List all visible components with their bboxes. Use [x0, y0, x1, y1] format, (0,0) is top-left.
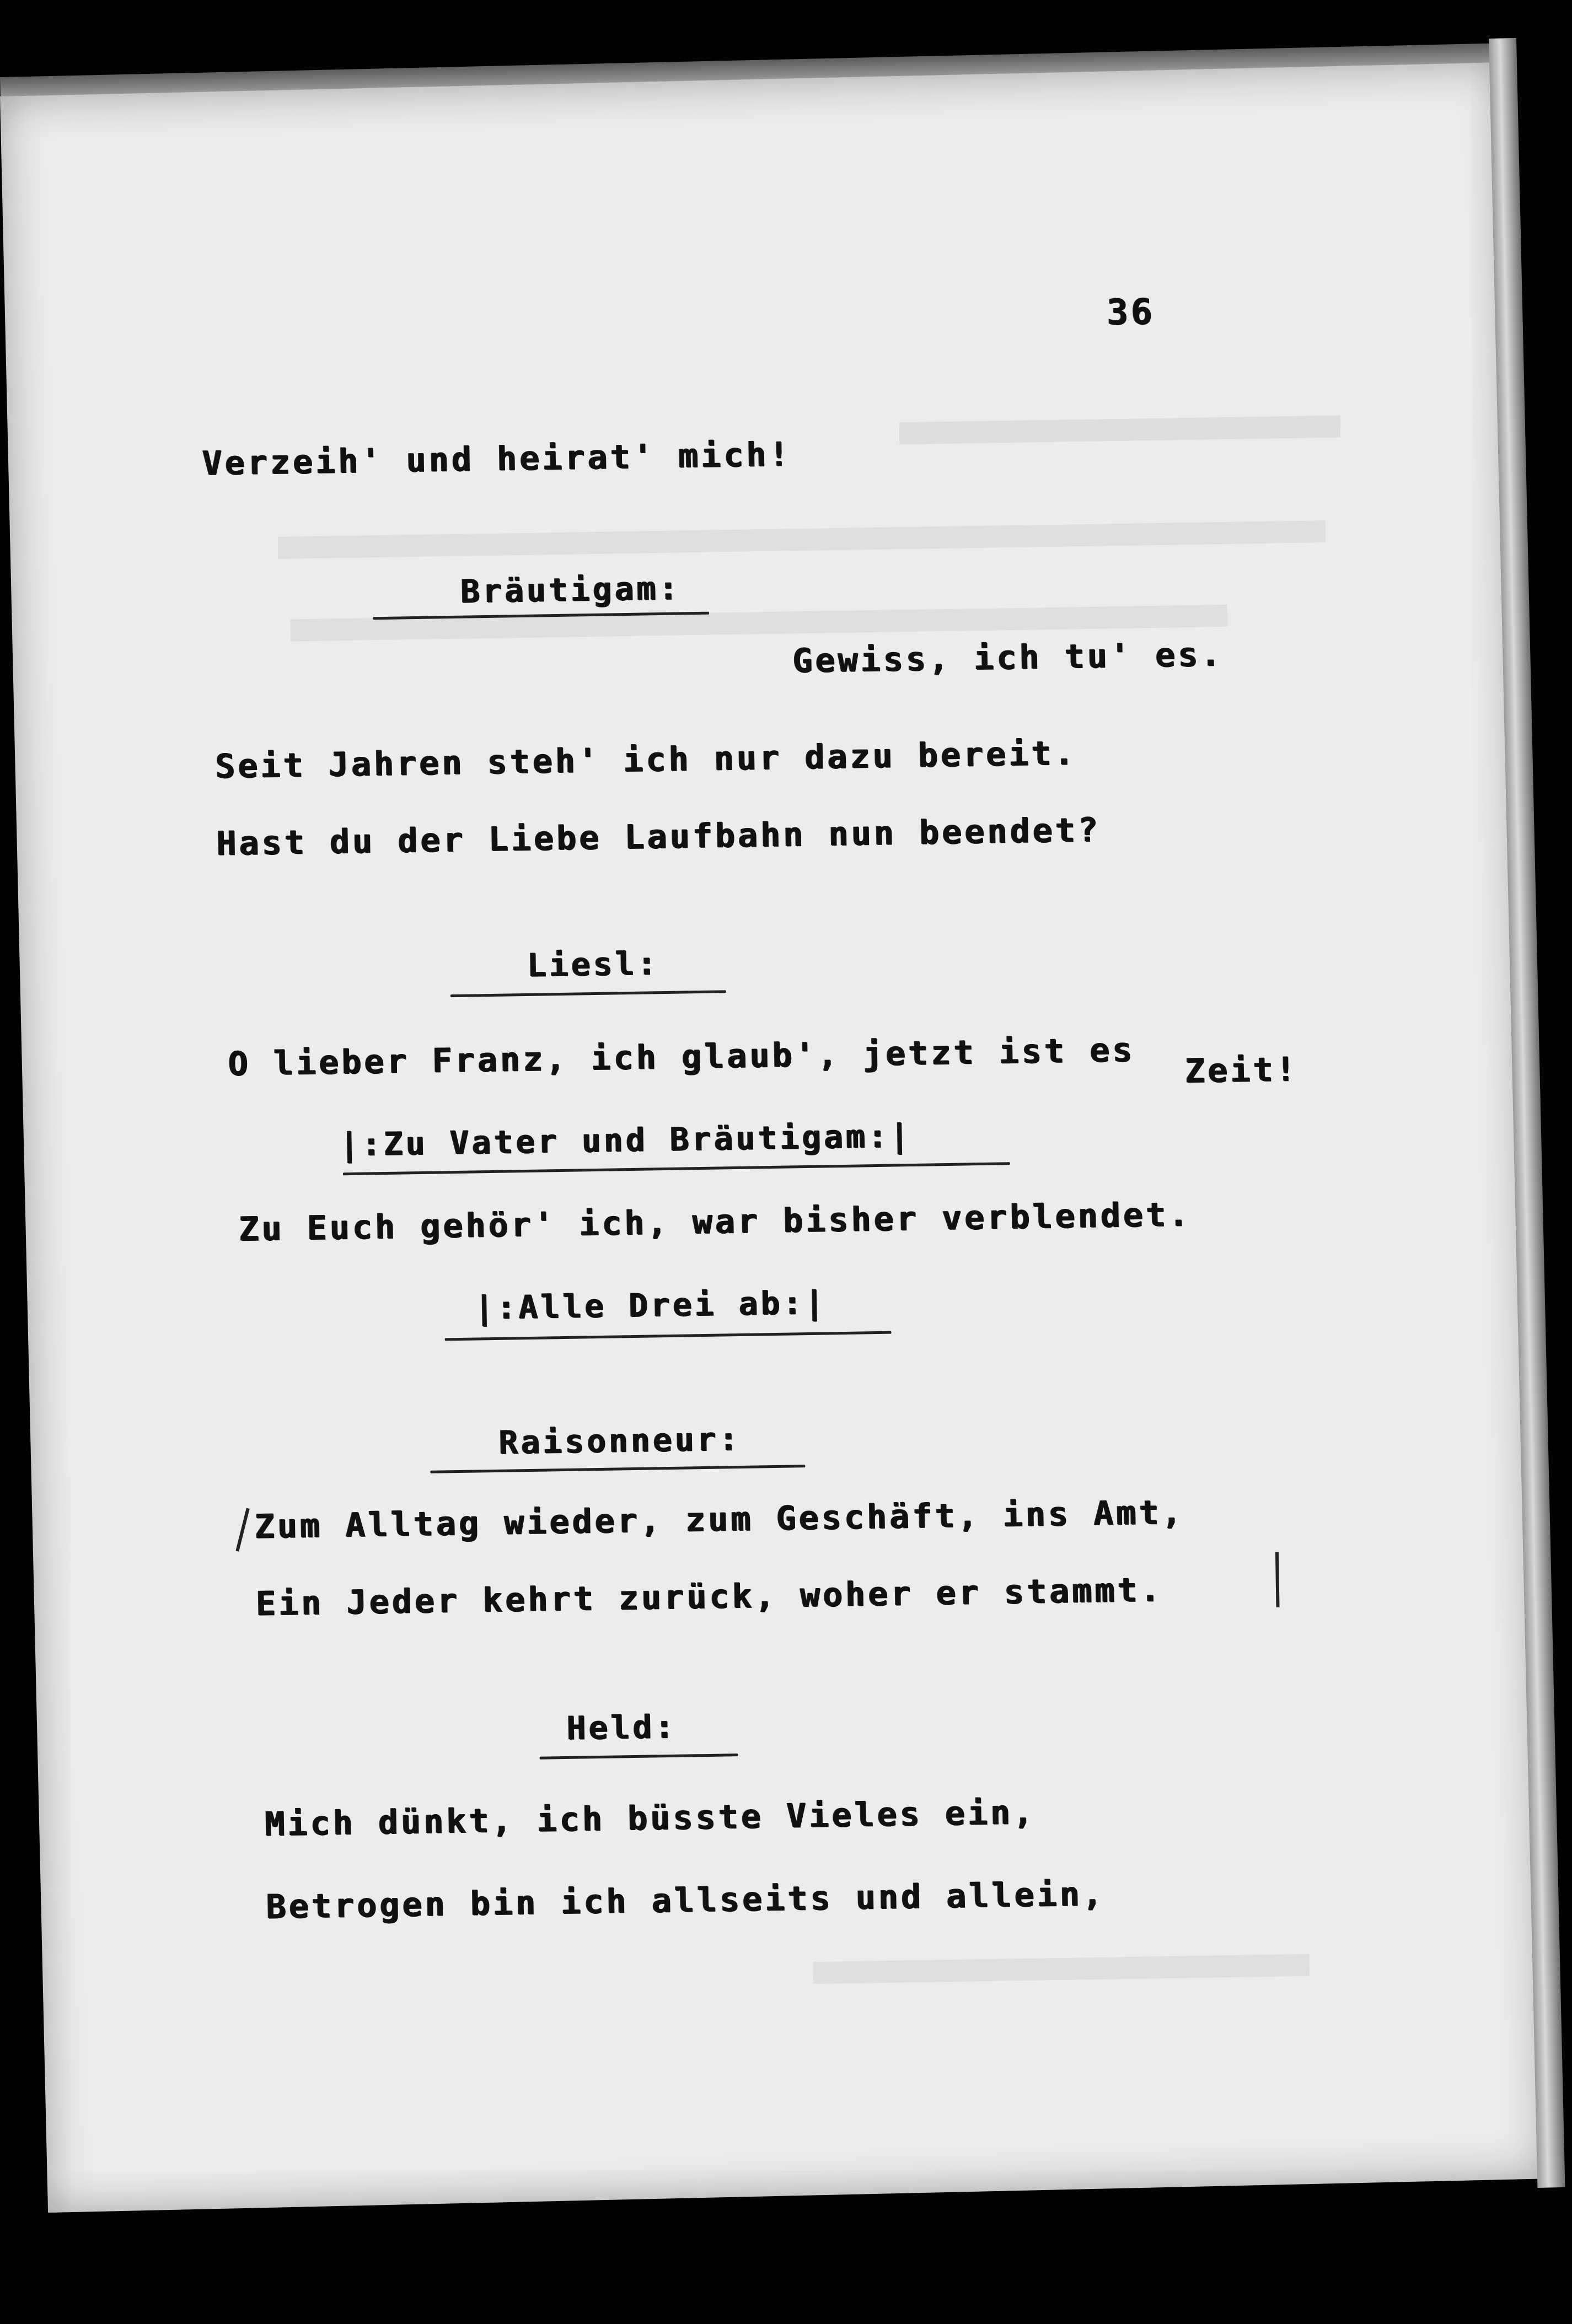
- verse-line: Seit Jahren steh' ich nur dazu bereit.: [214, 734, 1077, 786]
- handwritten-bracket-mark: [235, 1508, 249, 1552]
- stage-direction: |:Alle Drei ab:|: [474, 1283, 827, 1327]
- bleed-through-shadow: [813, 1954, 1310, 1984]
- verse-line: Hast du der Liebe Laufbahn nun beendet?: [216, 810, 1101, 863]
- speaker-underline: [450, 990, 726, 997]
- handwritten-bracket-mark: [1275, 1552, 1280, 1607]
- speaker-name: Raisonneur:: [498, 1419, 742, 1461]
- verse-line: Gewiss, ich tu' es.: [792, 635, 1224, 681]
- stage-direction-underline: [445, 1331, 892, 1341]
- stage-direction: |:Zu Vater und Bräutigam:|: [339, 1117, 913, 1164]
- bleed-through-shadow: [290, 605, 1227, 642]
- speaker-name: Held:: [566, 1707, 677, 1747]
- bleed-through-shadow: [278, 520, 1326, 559]
- verse-line: Verzeih' und heirat' mich!: [202, 435, 792, 483]
- verse-line: Ein Jeder kehrt zurück, woher er stammt.: [255, 1570, 1163, 1623]
- speaker-name: Liesl:: [527, 944, 660, 984]
- verse-line: O lieber Franz, ich glaub', jetzt ist es: [228, 1030, 1136, 1084]
- verse-line: Betrogen bin ich allseits und allein,: [266, 1874, 1106, 1927]
- speaker-underline: [540, 1753, 738, 1760]
- bleed-through-shadow: [899, 416, 1341, 445]
- verse-line: Mich dünkt, ich büsste Vieles ein,: [264, 1793, 1037, 1844]
- speaker-name: Bräutigam:: [460, 569, 682, 610]
- verse-line: Zu Euch gehör' ich, war bisher verblendet.: [238, 1195, 1192, 1249]
- verse-line-continuation: Zeit!: [1184, 1050, 1299, 1091]
- speaker-underline: [430, 1465, 805, 1473]
- stage-direction-underline: [343, 1162, 1010, 1175]
- page-number: 36: [1106, 291, 1156, 333]
- verse-line: Zum Alltag wieder, zum Geschäft, ins Amt,: [254, 1493, 1185, 1546]
